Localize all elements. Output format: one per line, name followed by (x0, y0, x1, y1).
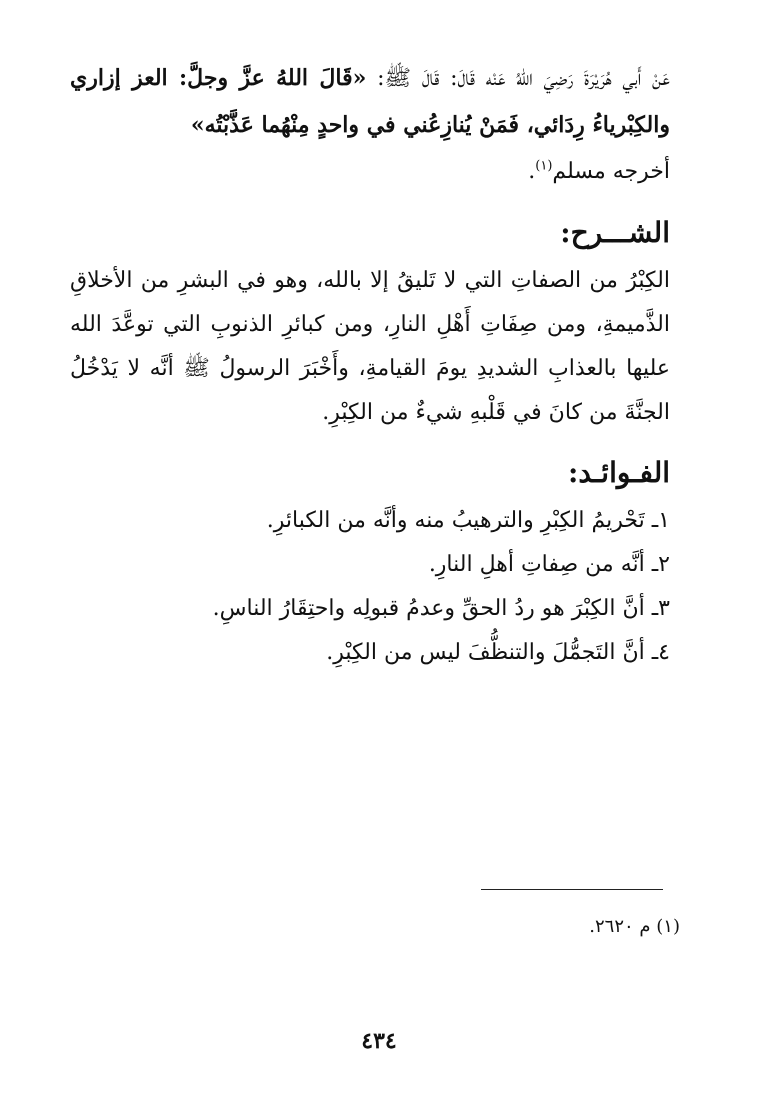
sharh-text: الكِبْرُ من الصفاتِ التي لا تَليقُ إلا بالله، وهو في البشرِ من الأخلاقِ الذَّميمةِ، ومن صِفَاتِ أَهْلِ النارِ، ومن كبائرِ الذنوبِ التي توعَّدَ الله عليها بالعذابِ الشديدِ يومَ القيامةِ، وأَخْبَرَ الرسولُ ﷺ أنَّه لا يَدْخُلُ الجنَّةَ من كانَ في قَلْبهِ شيءٌ من الكِبْرِ. (70, 268, 670, 425)
page-number: ٤٣٤ (361, 1028, 397, 1054)
hadith-source: أخرجه مسلم (552, 159, 670, 184)
fawaid-item-1: ١ـ تَحْريمُ الكِبْرِ والترهيبُ منه وأنَّه من الكبائرِ. (266, 508, 670, 533)
hadith-narrator: عَنْ أَبي هُرَيْرَةَ رَضِيَ اللهُ عَنْه قَالَ: قَالَ ﷺ: (377, 66, 670, 91)
footnote (380, 912, 680, 942)
sharh-heading: الشـــرح: (560, 216, 670, 249)
footnote-reference: (١) (535, 158, 553, 174)
hadith-quote: «قَالَ اللهُ عزَّ وجلَّ: العز إزاري والكِبْرياءُ رِدَائي، فَمَنْ يُنازِعُني في واحدٍ مِنْهُما عَذَّبْتُه» (70, 65, 670, 138)
hadith-paragraph: عَنْ أَبي هُرَيْرَةَ رَضِيَ اللهُ عَنْه قَالَ: قَالَ ﷺ: «قَالَ اللهُ عزَّ وجلَّ: العز إزاري والكِبْرياءُ رِدَائي، فَمَنْ يُنازِعُني في واحدٍ مِنْهُما عَذَّبْتُه» أخرجه مسلم$^{(١)}$. (70, 65, 670, 184)
page-content (70, 55, 670, 675)
footnote-text: م ٢٦٢٠. (589, 916, 651, 937)
footnote-divider (481, 889, 663, 890)
fawaid-item-2: ٢ـ أنَّه من صِفاتِ أهلِ النارِ. (428, 552, 670, 577)
fawaid-item-3: ٣ـ أنَّ الكِبْرَ هو ردُ الحقِّ وعدمُ قبولِه واحتِقَارُ الناسِ. (212, 596, 670, 621)
fawaid-item-4: ٤ـ أنَّ التَجمُّلَ والتنظُّفَ ليس من الكِبْرِ. (326, 640, 670, 665)
fawaid-list (70, 499, 670, 675)
fawaid-heading: الفـوائـد: (568, 456, 670, 489)
footnote-marker: (١) (656, 916, 680, 937)
